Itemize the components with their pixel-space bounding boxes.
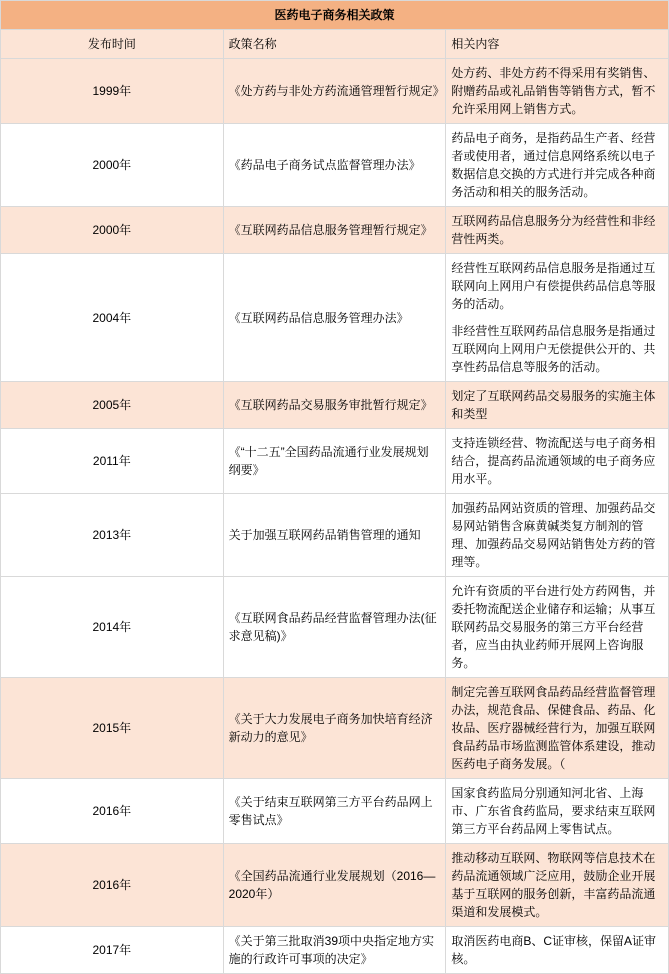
cell-publish-date: 2016年 (1, 844, 224, 927)
column-header-content: 相关内容 (446, 30, 669, 59)
cell-policy-name: 《关于结束互联网第三方平台药品网上零售试点》 (223, 779, 446, 844)
table-row (1, 494, 669, 577)
cell-policy-name: 《药品电子商务试点监督管理办法》 (223, 124, 446, 207)
policy-content-paragraph: 制定完善互联网食品药品经营监督管理办法，规范食品、保健食品、药品、化妆品、医疗器械经营行为，加强互联网食品药品市场监测监管体系建设，推动医药电子商务发展。（ (451, 685, 656, 771)
table-row (1, 382, 669, 429)
cell-policy-content (446, 207, 669, 254)
cell-publish-date: 2013年 (1, 494, 224, 577)
policy-content-paragraph: 支持连锁经营、物流配送与电子商务相结合，提高药品流通领域的电子商务应用水平。 (451, 436, 656, 486)
cell-policy-content (446, 429, 669, 494)
cell-publish-date: 2017年 (1, 927, 224, 974)
table-header-row (1, 30, 669, 59)
table-row (1, 577, 669, 678)
cell-policy-content (446, 124, 669, 207)
cell-policy-name: 《全国药品流通行业发展规划（2016—2020年） (223, 844, 446, 927)
table-row (1, 124, 669, 207)
policy-content-paragraph: 划定了互联网药品交易服务的实施主体和类型 (451, 389, 656, 421)
policy-content-paragraph: 取消医药电商B、C证审核，保留A证审核。 (451, 934, 656, 966)
cell-publish-date: 2016年 (1, 779, 224, 844)
table-row (1, 844, 669, 927)
cell-publish-date: 2000年 (1, 124, 224, 207)
cell-publish-date: 2000年 (1, 207, 224, 254)
cell-policy-content (446, 844, 669, 927)
cell-policy-name: 《关于第三批取消39项中央指定地方实施的行政许可事项的决定》 (223, 927, 446, 974)
policy-content-paragraph: 非经营性互联网药品信息服务是指通过互联网向上网用户无偿提供公开的、共享性药品信息等服务的活动。 (451, 324, 656, 374)
policy-content-paragraph: 加强药品网站资质的管理、加强药品交易网站销售含麻黄碱类复方制剂的管理、加强药品交易网站销售处方药的管理等。 (451, 501, 656, 569)
policy-content-paragraph: 允许有资质的平台进行处方药网售，并委托物流配送企业储存和运输；从事互联网药品交易服务的第三方平台经营者，应当由执业药师开展网上咨询服务。 (451, 584, 656, 670)
cell-policy-name: 《互联网药品交易服务审批暂行规定》 (223, 382, 446, 429)
table-row (1, 779, 669, 844)
table-row (1, 678, 669, 779)
cell-policy-content (446, 254, 669, 382)
policy-content-paragraph: 互联网药品信息服务分为经营性和非经营性两类。 (451, 214, 656, 246)
column-header-date: 发布时间 (1, 30, 224, 59)
cell-publish-date: 2005年 (1, 382, 224, 429)
cell-policy-name: 《“十二五”全国药品流通行业发展规划纲要》 (223, 429, 446, 494)
column-header-policy-name: 政策名称 (223, 30, 446, 59)
cell-policy-content (446, 779, 669, 844)
cell-policy-name: 《处方药与非处方药流通管理暂行规定》 (223, 59, 446, 124)
cell-publish-date: 1999年 (1, 59, 224, 124)
cell-policy-content (446, 494, 669, 577)
cell-publish-date: 2015年 (1, 678, 224, 779)
table-title: 医药电子商务相关政策 (1, 1, 669, 30)
table-row (1, 59, 669, 124)
cell-policy-content (446, 577, 669, 678)
policy-content-paragraph: 处方药、非处方药不得采用有奖销售、附赠药品或礼品销售等销售方式，暂不允许采用网上销售方式。 (451, 66, 656, 116)
table-title-row (1, 1, 669, 30)
table-row (1, 207, 669, 254)
cell-policy-content (446, 59, 669, 124)
cell-policy-content (446, 678, 669, 779)
table-body (1, 1, 669, 974)
cell-policy-name: 《互联网食品药品经营监督管理办法(征求意见稿)》 (223, 577, 446, 678)
policy-content-paragraph: 推动移动互联网、物联网等信息技术在药品流通领域广泛应用，鼓励企业开展基于互联网的服务创新，丰富药品流通渠道和发展模式。 (451, 851, 656, 919)
table-row (1, 429, 669, 494)
cell-policy-content (446, 927, 669, 974)
cell-policy-name: 关于加强互联网药品销售管理的通知 (223, 494, 446, 577)
cell-policy-content (446, 382, 669, 429)
cell-publish-date: 2014年 (1, 577, 224, 678)
table-row (1, 927, 669, 974)
table-row (1, 254, 669, 382)
cell-policy-name: 《互联网药品信息服务管理暂行规定》 (223, 207, 446, 254)
cell-publish-date: 2011年 (1, 429, 224, 494)
policy-content-paragraph: 国家食药监局分别通知河北省、上海市、广东省食药监局，要求结束互联网第三方平台药品网上零售试点。 (451, 786, 656, 836)
policy-content-paragraph: 药品电子商务，是指药品生产者、经营者或使用者，通过信息网络系统以电子数据信息交换的方式进行并完成各种商务活动和相关的服务活动。 (451, 131, 656, 199)
cell-policy-name: 《互联网药品信息服务管理办法》 (223, 254, 446, 382)
cell-policy-name: 《关于大力发展电子商务加快培育经济新动力的意见》 (223, 678, 446, 779)
policy-content-paragraph: 经营性互联网药品信息服务是指通过互联网向上网用户有偿提供药品信息等服务的活动。 (451, 261, 656, 311)
cell-publish-date: 2004年 (1, 254, 224, 382)
